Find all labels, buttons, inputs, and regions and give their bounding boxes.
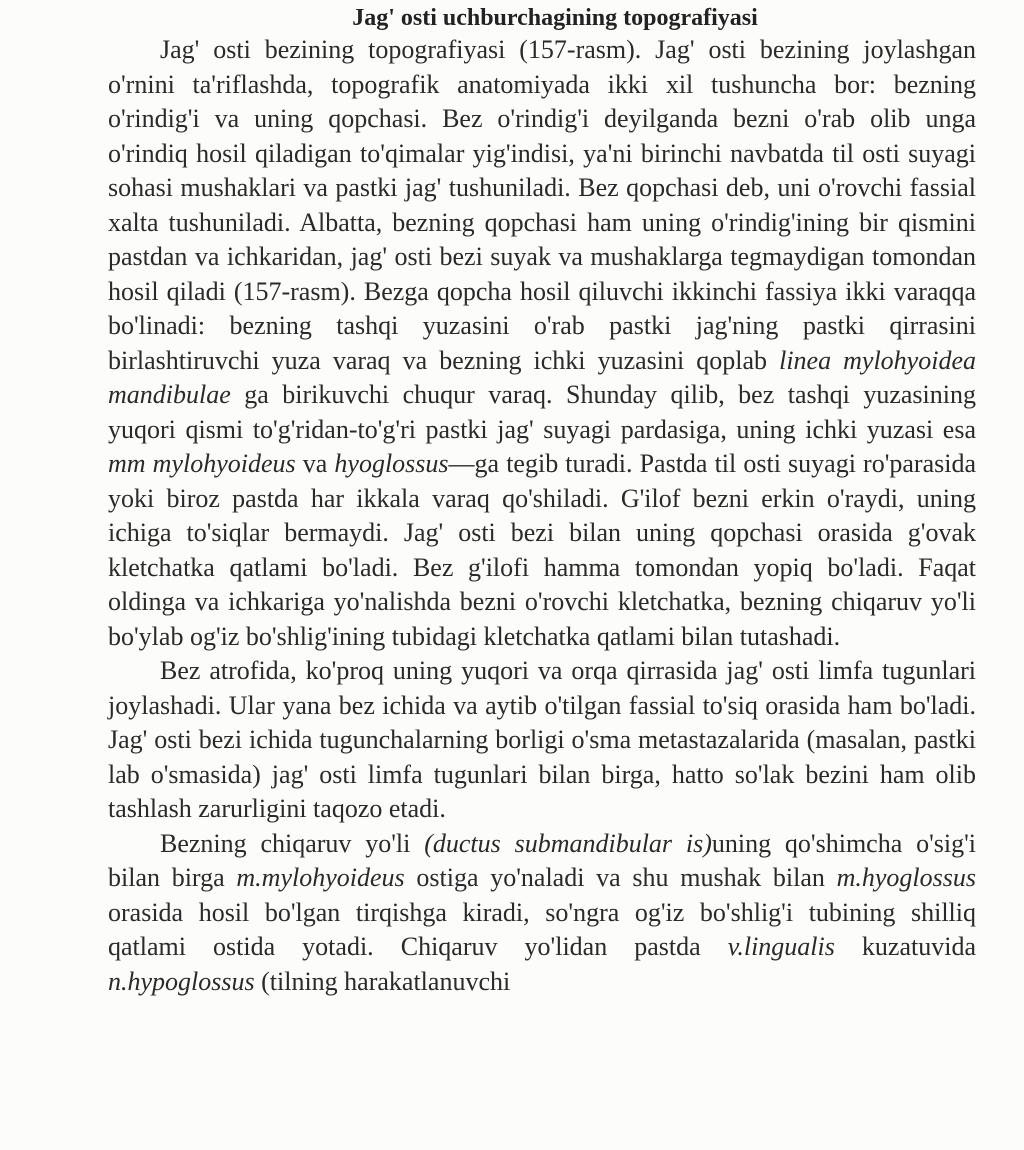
text-segment: uning qo'shimcha o'sig'i bilan birga [108, 828, 977, 892]
text-segment: Bezning chiqaruv yo'li [160, 828, 425, 858]
text-segment: va [295, 449, 335, 478]
italic-term: m.hyoglossus [836, 863, 976, 892]
paragraph [108, 827, 976, 1000]
italic-term: mm mylohyoideus [108, 449, 296, 478]
italic-term: hyoglossus [334, 449, 449, 478]
text-segment: (tilning harakatlanuvchi [254, 966, 511, 996]
italic-term: m.mylohyoideus [236, 863, 405, 892]
paragraph [108, 654, 976, 827]
italic-term: n.hypoglossus [108, 966, 255, 996]
text-segment: kuzatuvida [834, 932, 976, 961]
text-segment: —ga tegib turadi. Pastda til osti suyagi ro'parasida yoki biroz pastda har ikkala varaq qo'shiladi. G'ilof bezni erkin o'raydi, uning ichiga to'siqlar bermaydi. Jag' osti bezi bilan uning qopchasi orasida g'ovak kletchatka qatlami bo'ladi. Bez g'ilofi hamma tomondan yopiq bo'ladi. Faqat oldinga va ichkariga yo'nalishda bezni o'rovchi kletchatka, bezning chiqaruv yo'li bo'ylab og'iz bo'shlig'ining tubidagi kletchatka qatlami bilan tutashadi. [108, 449, 977, 651]
italic-term: (ductus submandibular is) [424, 828, 712, 858]
italic-term: linea mylohyoidea mandibulae [108, 345, 976, 409]
text-segment: ostiga yo'naladi va shu mushak bilan [404, 863, 837, 892]
italic-term: v.lingualis [727, 932, 835, 961]
paragraph [108, 33, 976, 654]
text-segment: Bez atrofida, ko'proq uning yuqori va orqa qirrasida jag' osti limfa tugunlari joylashadi. Ular yana bez ichida va aytib o'tilgan fassial to'siq orasida ham bo'ladi. Jag' osti bezi ichida tugunchalarning borligi o'sma metastazalarida (masalan, pastki lab o'smasida) jag' osti limfa tugunlari bilan birga, hatto so'lak bezini ham olib tashlash zarurligini taqozo etadi. [108, 656, 976, 823]
page-title: Jag' osti uchburchagining topografiyasi [352, 5, 758, 31]
text-segment: orasida hosil bo'lgan tirqishga kiradi, so'ngra og'iz bo'shlig'i tubining shilliq qatlami ostida yotadi. Chiqaruv yo'lidan pastda [108, 897, 976, 961]
body-text [108, 33, 976, 999]
text-segment: ga birikuvchi chuqur varaq. Shunday qilib, bez tashqi yuzasining yuqori qismi to'g'ridan-to'g'ri pastki jag' suyagi pardasiga, uning ichki yuzasi esa [108, 380, 976, 444]
text-segment: Jag' osti bezining topografiyasi (157-rasm). Jag' osti bezining joylashgan o'rnini ta'riflashda, topografik anatomiyada ikki xil tushuncha bor: bezning o'rindig'i va uning qopchasi. Bez o'rindig'i deyilganda bezni o'rab olib unga o'rindiq hosil qiladigan to'qimalar yig'indisi, ya'ni birinchi navbatda til osti suyagi sohasi mushaklari va pastki jag' tushuniladi. Bez qopchasi deb, uni o'rovchi fassial xalta tushuniladi. Albatta, bezning qopchasi ham uning o'rindig'ining bir qismini pastdan va ichkaridan, jag' osti bezi suyak va mushaklarga tegmaydigan tomondan hosil qiladi (157-rasm). Bezga qopcha hosil qiluvchi ikkinchi fassiya ikki varaqqa bo'linadi: bezning tashqi yuzasini o'rab pastki jag'ning pastki qirrasini birlashtiruvchi yuza varaq va bezning ichki yuzasini qoplab [108, 35, 976, 375]
